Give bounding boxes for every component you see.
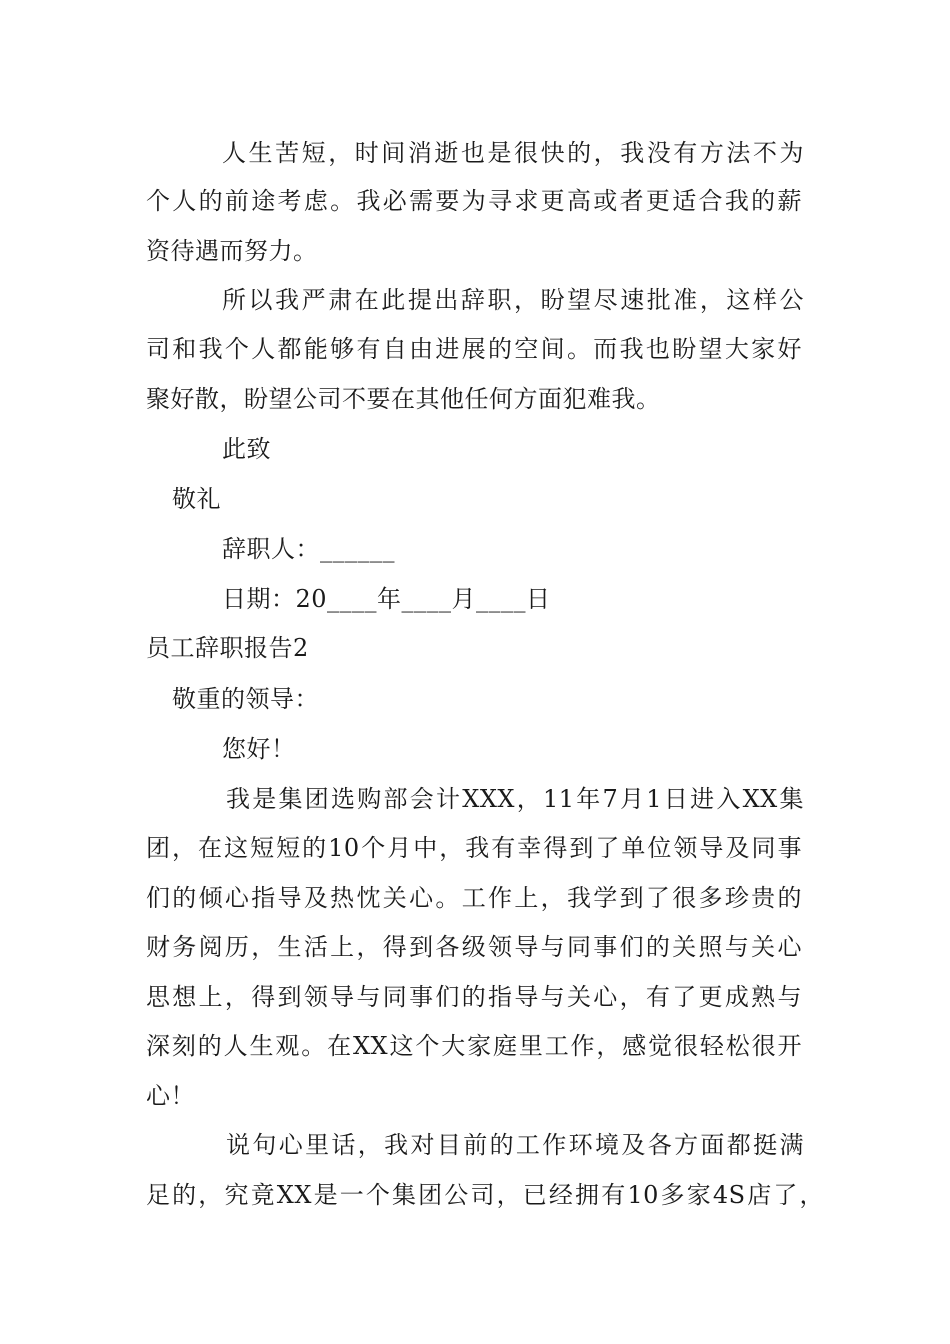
greeting: 您好！ (222, 735, 296, 763)
para1-line3: 资待遇而努力。 (146, 237, 318, 265)
para3-line2: 团，在这短短的10个月中，我有幸得到了单位领导及同事 (146, 834, 802, 862)
para3-line4: 财务阅历，生活上，得到各级领导与同事们的关照与关心 (146, 933, 802, 961)
closing-jing-li: 敬礼 (172, 485, 221, 513)
para2-line2: 司和我个人都能够有自由进展的空间。而我也盼望大家好 (146, 335, 802, 363)
para4-line2: 足的，究竟XX是一个集团公司，已经拥有10多家4S店了， (146, 1181, 824, 1209)
para3-line1: 我是集团选购部会计XXX，11年7月1日进入XX集 (226, 785, 804, 813)
para3-line7: 心！ (146, 1082, 195, 1110)
closing-ci-zhi: 此致 (222, 435, 271, 463)
date-line: 日期：20____年____月____日 (222, 585, 551, 613)
para4-line1: 说句心里话，我对目前的工作环境及各方面都挺满 (226, 1131, 804, 1159)
para1-line1: 人生苦短，时间消逝也是很快的，我没有方法不为 (222, 139, 804, 167)
para3-line5: 思想上，得到领导与同事们的指导与关心，有了更成熟与 (146, 983, 802, 1011)
signer-line: 辞职人：______ (222, 535, 395, 563)
salutation: 敬重的领导： (172, 685, 319, 713)
section-title: 员工辞职报告2 (146, 634, 309, 662)
para2-line1: 所以我严肃在此提出辞职，盼望尽速批准，这样公 (222, 286, 804, 314)
para1-line2: 个人的前途考虑。我必需要为寻求更高或者更适合我的薪 (146, 187, 802, 215)
para3-line3: 们的倾心指导及热忱关心。工作上，我学到了很多珍贵的 (146, 884, 802, 912)
para2-line3: 聚好散，盼望公司不要在其他任何方面犯难我。 (146, 385, 661, 413)
para3-line6: 深刻的人生观。在XX这个大家庭里工作，感觉很轻松很开 (146, 1032, 802, 1060)
